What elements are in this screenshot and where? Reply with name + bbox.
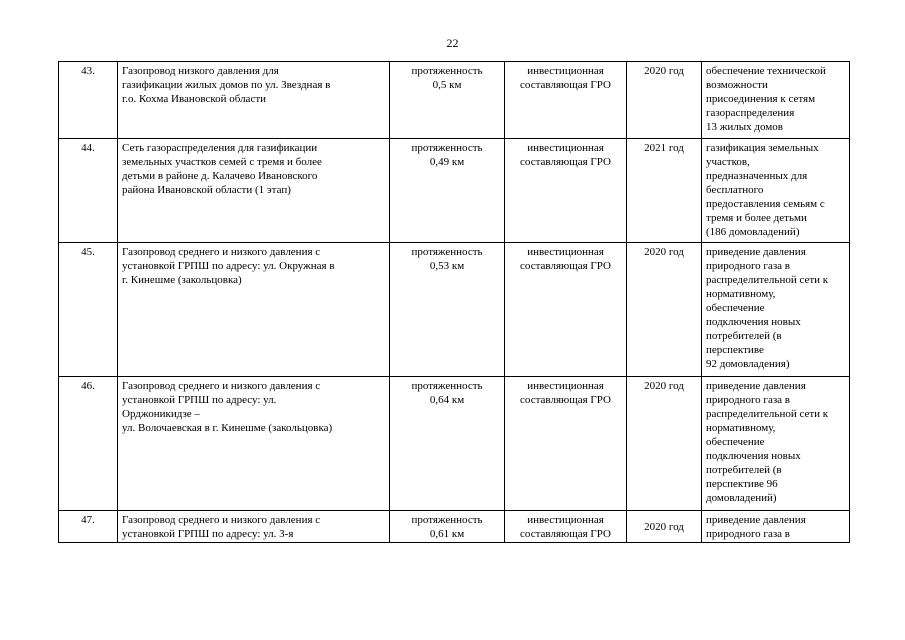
table-row xyxy=(59,377,850,511)
row-number-cell: 46. xyxy=(59,377,118,511)
row-number-cell: 47. xyxy=(59,511,118,543)
funding-source-cell: инвестиционная составляющая ГРО xyxy=(505,377,627,511)
row-number-cell: 43. xyxy=(59,62,118,139)
table-row xyxy=(59,62,850,139)
table-row xyxy=(59,139,850,243)
extent-cell: протяженность 0,5 км xyxy=(390,62,505,139)
row-number-cell: 44. xyxy=(59,139,118,243)
year-cell: 2020 год xyxy=(627,511,702,543)
year-cell: 2020 год xyxy=(627,377,702,511)
extent-cell: протяженность 0,49 км xyxy=(390,139,505,243)
goal-cell: приведение давления природного газа в распределительной сети к нормативному, обеспечение подключения новых потребителей (в перспективе 92 домовладения) xyxy=(702,243,850,377)
funding-source-cell: инвестиционная составляющая ГРО xyxy=(505,139,627,243)
goal-cell: приведение давления природного газа в xyxy=(702,511,850,543)
extent-cell: протяженность 0,64 км xyxy=(390,377,505,511)
table-row xyxy=(59,243,850,377)
object-name-cell: Газопровод среднего и низкого давления с установкой ГРПШ по адресу: ул. Орджоникидзе – ул. Волочаевская в г. Кинешме (закольцовка) xyxy=(118,377,390,511)
object-name-cell: Сеть газораспределения для газификации земельных участков семей с тремя и более детьми в районе д. Калачево Ивановского района Ивановской области (1 этап) xyxy=(118,139,390,243)
gas-projects-table xyxy=(58,61,850,543)
object-name-cell: Газопровод низкого давления для газификации жилых домов по ул. Звездная в г.о. Кохма Ивановской области xyxy=(118,62,390,139)
year-cell: 2020 год xyxy=(627,62,702,139)
object-name-cell: Газопровод среднего и низкого давления с установкой ГРПШ по адресу: ул. Окружная в г. Кинешме (закольцовка) xyxy=(118,243,390,377)
funding-source-cell: инвестиционная составляющая ГРО xyxy=(505,62,627,139)
row-number-cell: 45. xyxy=(59,243,118,377)
object-name-cell: Газопровод среднего и низкого давления с установкой ГРПШ по адресу: ул. 3-я xyxy=(118,511,390,543)
funding-source-cell: инвестиционная составляющая ГРО xyxy=(505,511,627,543)
extent-cell: протяженность 0,61 км xyxy=(390,511,505,543)
goal-cell: обеспечение технической возможности присоединения к сетям газораспределения 13 жилых домов xyxy=(702,62,850,139)
table-row xyxy=(59,511,850,543)
page-number: 22 xyxy=(446,36,459,50)
funding-source-cell: инвестиционная составляющая ГРО xyxy=(505,243,627,377)
year-cell: 2020 год xyxy=(627,243,702,377)
goal-cell: приведение давления природного газа в распределительной сети к нормативному, обеспечение подключения новых потребителей (в перспективе 96 домовладений) xyxy=(702,377,850,511)
year-cell: 2021 год xyxy=(627,139,702,243)
extent-cell: протяженность 0,53 км xyxy=(390,243,505,377)
goal-cell: газификация земельных участков, предназначенных для бесплатного предоставления семьям с тремя и более детьми (186 домовладений) xyxy=(702,139,850,243)
